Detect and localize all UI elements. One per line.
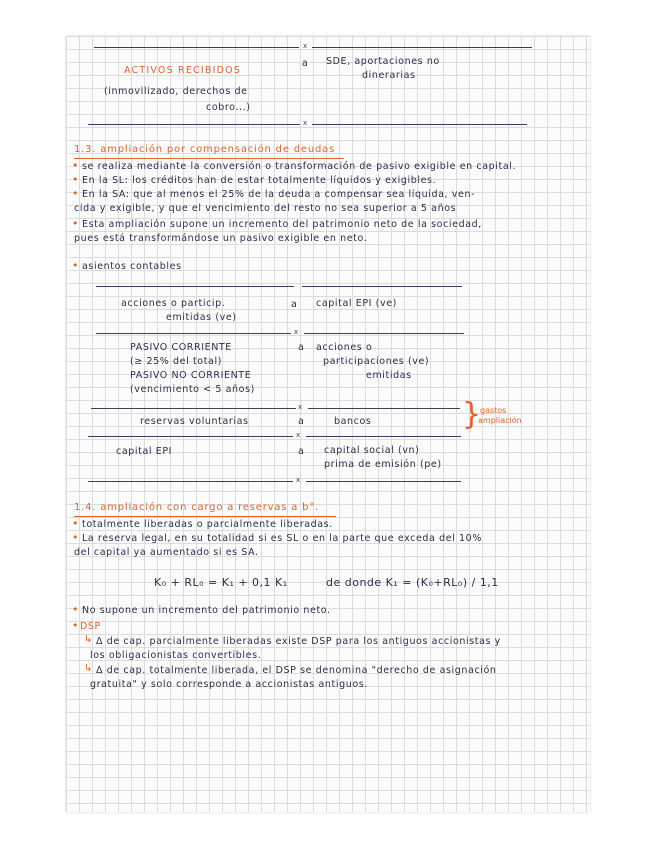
section-title: 1.4. ampliación con cargo a reservas a b°. bbox=[74, 502, 320, 513]
brace-mark: } bbox=[462, 397, 482, 432]
debit-line: (vencimiento < 5 años) bbox=[130, 384, 255, 395]
credit-line: bancos bbox=[334, 416, 372, 427]
text-line: La reserva legal, en su totalidad si es SL o en la parte que exceda del 10% bbox=[82, 533, 482, 544]
cross-mark: x bbox=[294, 328, 299, 336]
title-underline bbox=[74, 516, 336, 517]
arrow-mark: ↳ bbox=[84, 663, 93, 674]
text-line: pues está transformándose un pasivo exigible en neto. bbox=[74, 233, 368, 244]
bullet: • bbox=[72, 603, 79, 616]
text-line: los obligacionistas convertibles. bbox=[90, 650, 262, 661]
entry-line bbox=[312, 124, 527, 125]
entry-sep: a bbox=[298, 446, 305, 457]
text-line: Δ de cap. totalmente liberada, el DSP se denomina "derecho de asignación bbox=[96, 665, 497, 676]
text-line: En la SA: que al menos el 25% de la deuda a compensar sea líquida, ven- bbox=[82, 189, 476, 200]
text-line: se realiza mediante la conversión o transformación de pasivo exigible en capital. bbox=[82, 161, 517, 172]
text-line: En la SL: los créditos han de estar totalmente líquidos y exigibles. bbox=[82, 175, 437, 186]
debit-line: capital EPI bbox=[116, 446, 173, 457]
text-line: cida y exigible, y que el vencimiento del resto no sea superior a 5 años bbox=[74, 203, 457, 214]
dsp-label: DSP bbox=[80, 621, 101, 632]
entry-sep: a bbox=[291, 299, 298, 310]
credit-line: SDE, aportaciones no bbox=[326, 56, 440, 67]
cross-mark: x bbox=[296, 476, 301, 484]
bullet: • bbox=[72, 259, 79, 272]
entry-line bbox=[302, 286, 462, 287]
asientos-label: asientos contables bbox=[82, 261, 182, 272]
debit-title: ACTIVOS RECIBIDOS bbox=[124, 65, 242, 76]
cross-mark: x bbox=[303, 42, 308, 50]
text-line: Esta ampliación supone un incremento del patrimonio neto de la sociedad, bbox=[82, 219, 482, 230]
entry-line bbox=[306, 436, 461, 437]
arrow-mark: ↳ bbox=[84, 634, 93, 645]
bullet: • bbox=[72, 517, 79, 530]
cross-mark: x bbox=[298, 403, 303, 411]
bullet: • bbox=[72, 173, 79, 186]
debit-line: emitidas (ve) bbox=[166, 312, 237, 323]
entry-sep: a bbox=[302, 58, 309, 69]
entry-sep: a bbox=[298, 416, 305, 427]
bullet: • bbox=[72, 187, 79, 200]
text-line: Δ de cap. parcialmente liberadas existe DSP para los antiguos accionistas y bbox=[96, 636, 501, 647]
credit-line: acciones o bbox=[316, 342, 373, 353]
debit-line: reservas voluntarias bbox=[140, 416, 249, 427]
credit-line: capital social (vn) bbox=[324, 445, 420, 456]
entry-line bbox=[91, 408, 296, 409]
gastos-note: gastos bbox=[480, 406, 507, 415]
entry-line bbox=[88, 124, 300, 125]
debit-line: PASIVO NO CORRIENTE bbox=[130, 370, 252, 381]
credit-line: emitidas bbox=[366, 370, 412, 381]
credit-line: dinerarias bbox=[362, 70, 416, 81]
bullet: • bbox=[72, 619, 79, 632]
entry-line bbox=[306, 481, 461, 482]
notebook-page bbox=[66, 36, 590, 812]
credit-line: capital EPI (ve) bbox=[316, 298, 397, 309]
entry-line bbox=[304, 333, 464, 334]
debit-sub: cobro...) bbox=[206, 102, 251, 113]
bullet: • bbox=[72, 217, 79, 230]
debit-line: acciones o particip. bbox=[121, 298, 226, 309]
cross-mark: x bbox=[296, 431, 301, 439]
credit-line: prima de emisión (pe) bbox=[324, 459, 442, 470]
entry-sep: a bbox=[298, 342, 305, 353]
cross-mark: x bbox=[303, 119, 308, 127]
credit-line: participaciones (ve) bbox=[323, 356, 430, 367]
entry-line bbox=[88, 436, 293, 437]
entry-line bbox=[312, 47, 532, 48]
bullet: • bbox=[72, 531, 79, 544]
entry-line bbox=[94, 47, 299, 48]
text-line: del capital ya aumentado si es SA. bbox=[74, 547, 259, 558]
entry-line bbox=[88, 481, 293, 482]
text-line: totalmente liberadas o parcialmente liberadas. bbox=[82, 519, 333, 530]
entry-line bbox=[96, 286, 294, 287]
debit-line: (≥ 25% del total) bbox=[130, 356, 222, 367]
gastos-note: ampliación bbox=[478, 416, 522, 425]
formula: de donde K₁ = (K₀+RL₀) / 1,1 bbox=[326, 576, 499, 589]
section-title: 1.3. ampliación por compensación de deudas bbox=[74, 144, 336, 155]
entry-line bbox=[96, 333, 291, 334]
debit-line: PASIVO CORRIENTE bbox=[130, 342, 232, 353]
debit-sub: (inmovilizado, derechos de bbox=[104, 86, 248, 97]
title-underline bbox=[74, 158, 344, 159]
text-line: No supone un incremento del patrimonio neto. bbox=[82, 605, 331, 616]
bullet: • bbox=[72, 159, 79, 172]
formula: K₀ + RL₀ = K₁ + 0,1 K₁ bbox=[154, 576, 288, 589]
entry-line bbox=[308, 408, 460, 409]
text-line: gratuita" y solo corresponde a accionistas antiguos. bbox=[90, 679, 368, 690]
